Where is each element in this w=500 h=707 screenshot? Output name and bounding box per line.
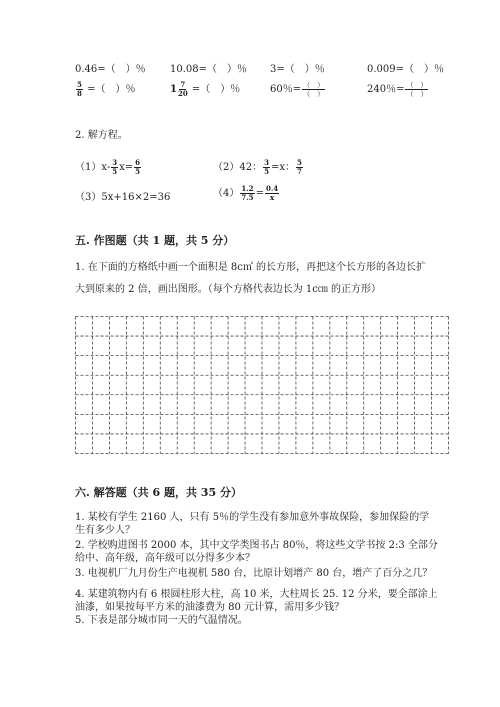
section-6-q4-line2: 油漆，如果按每平方米的油漆费为 80 元计算，需用多少钱？ xyxy=(75,602,345,613)
fill-blank-2: 10.08=（ ）％ xyxy=(170,64,248,75)
fraction: $\frac{7}{20}$ xyxy=(177,80,188,98)
fraction: $\frac{5}{8}$ xyxy=(77,80,82,98)
grid-svg xyxy=(75,316,449,454)
section-6-q4-line1: 4. 某建筑物内有 6 根圆柱形大柱，高 10 米，大柱周长 25. 12 分米，要全部涂上 xyxy=(75,589,438,600)
section-6-q1-line2: 生有多少人？ xyxy=(75,525,135,536)
fill-blank-1: 0.46=（ ）％ xyxy=(75,64,146,75)
fill-blank-6: 1 $\frac{7}{20}$ =（ ）％ xyxy=(170,80,241,98)
section-5-title: 五. 作图题（共 1 题，共 5 分） xyxy=(75,234,235,247)
section-6-q3: 3. 电视机厂九月份生产电视机 580 台，比原计划增产 80 台，增产了百分之几？ xyxy=(75,568,433,579)
equations-heading: 2. 解方程。 xyxy=(75,130,128,141)
equation-4: （4） $\frac{1.2}{7.5}$ = $\frac{0.4}{x}$ xyxy=(213,184,279,202)
fill-blank-4: 0.009=（ ）％ xyxy=(367,64,445,75)
fraction: $\frac{( )}{( )}$ xyxy=(406,81,428,98)
equation-2: （2）42： $\frac{3}{5}$ =x： $\frac{5}{7}$ xyxy=(213,158,302,176)
fill-blank-3: 3=（ ）％ xyxy=(270,64,325,75)
section-5-q1-line2: 大到原来的 2 倍，画出图形。（每个方格代表边长为 1c㎝ 的正方形） xyxy=(75,284,382,295)
section-6-title: 六. 解答题（共 6 题，共 35 分） xyxy=(75,486,242,499)
section-6-q5: 5. 下表是部分城市同一天的气温情况。 xyxy=(75,615,248,626)
fill-blank-5: $\frac{5}{8}$ =（ ）％ xyxy=(77,80,136,98)
section-6-q2-line2: 给中、高年级，高年级可以分得多少本？ xyxy=(75,553,255,564)
section-6-q1-line1: 1. 某校有学生 2160 人，只有 5％的学生没有参加意外事故保险，参加保险的学 xyxy=(75,512,430,523)
drawing-grid[interactable] xyxy=(75,316,449,454)
section-6-q2-line1: 2. 学校购进图书 2000 本，其中文学类图书占 80％，将这些文学书按 2:3 全部分 xyxy=(75,540,438,551)
equation-3: （3）5x+16×2=36 xyxy=(75,192,171,203)
fill-blank-7: 60％= $\frac{( )}{( )}$ xyxy=(270,81,325,98)
fraction: $\frac{( )}{( )}$ xyxy=(303,81,325,98)
section-5-q1-line1: 1. 在下面的方格纸中画一个面积是 8c㎡ 的长方形，再把这个长方形的各边长扩 xyxy=(75,262,427,273)
equation-1: （1）x- $\frac{3}{5}$ x= $\frac{6}{5}$ xyxy=(75,158,140,176)
fill-blank-8: 240％= $\frac{( )}{( )}$ xyxy=(367,81,428,98)
